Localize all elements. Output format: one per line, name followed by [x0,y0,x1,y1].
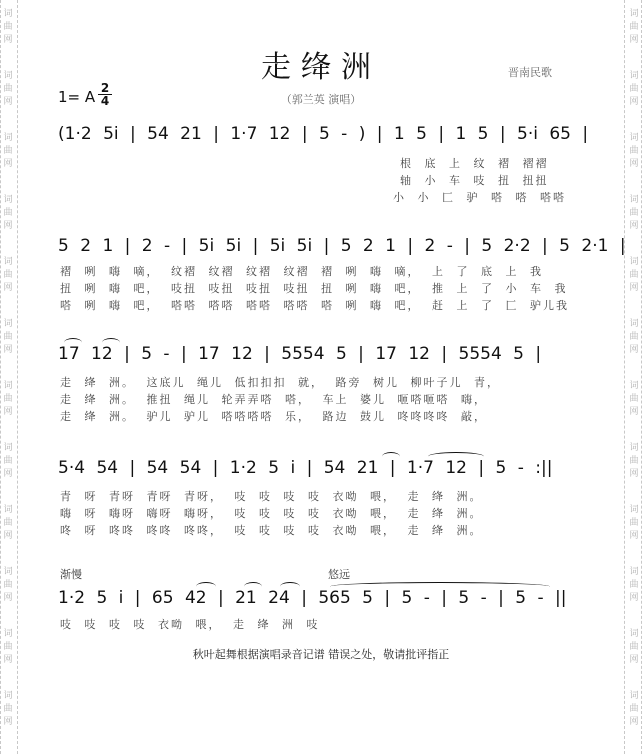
footer-text: 秋叶起舞根据演唱录音记谱 错误之处，敬请批评指正 [192,648,450,661]
lyric-verse-2: 轴 小 车 吱 扭 扭扭 [400,174,549,187]
watermark-char: 曲 [3,394,13,404]
watermark-char: 曲 [3,270,13,280]
watermark-char: 曲 [629,270,639,280]
notation-line: 5 2 1 | 2 - | 5i 5i | 5i 5i | 5 2 1 | 2 - | 5 2·2 | 5 2·1 | [58,236,626,256]
watermark-char: 网 [3,35,13,45]
watermark-char: 词 [629,505,639,515]
lyric-verse-1: 根 底 上 纹 褶 褶褶 [400,157,549,170]
watermark-char: 词 [3,567,13,577]
watermark-char: 词 [629,133,639,143]
watermark-char: 网 [3,469,13,479]
watermark-char: 词 [3,505,13,515]
watermark-char: 网 [3,593,13,603]
watermark-char: 曲 [629,146,639,156]
watermark-char: 曲 [629,642,639,652]
watermark-char: 曲 [3,332,13,342]
watermark-char: 网 [629,283,639,293]
watermark-char: 词 [3,691,13,701]
watermark-char: 网 [3,159,13,169]
notation-line: 5·4 54 | 54 54 | 1·2 5 i | 54 21 | 1·7 12 | 5 - :|| [58,458,553,478]
watermark-char: 词 [629,443,639,453]
watermark-char: 网 [629,35,639,45]
watermark-char: 词 [629,567,639,577]
watermark-char: 网 [3,717,13,727]
tempo-mark: 悠远 [328,568,350,581]
watermark-char: 曲 [629,332,639,342]
composer-credit: 晋南民歌 [508,66,552,79]
watermark-char: 曲 [3,518,13,528]
watermark-char: 网 [3,221,13,231]
watermark-char: 词 [629,319,639,329]
meter-denominator: 4 [100,94,110,108]
watermark-char: 曲 [3,208,13,218]
watermark-char: 词 [629,691,639,701]
watermark-char: 曲 [629,456,639,466]
notation-line: 17 12 | 5 - | 17 12 | 5554 5 | 17 12 | 5554 5 | [58,344,542,364]
watermark-char: 网 [629,345,639,355]
watermark-char: 曲 [3,146,13,156]
watermark-char: 词 [629,381,639,391]
score-row-2 [58,236,626,264]
watermark-char: 词 [3,319,13,329]
watermark-char: 词 [3,133,13,143]
lyric-verse-3: 咚 呀 咚咚 咚咚 咚咚， 吱 吱 吱 吱 衣呦 喂， 走 绛 洲。 [60,524,483,537]
watermark-char: 曲 [3,580,13,590]
watermark-char: 网 [3,283,13,293]
watermark-char: 曲 [629,22,639,32]
lyric-verse-1: 吱 吱 吱 吱 衣呦 喂， 走 绛 洲 吱 [60,618,320,631]
watermark-char: 曲 [3,456,13,466]
watermark-char: 词 [629,71,639,81]
watermark-char: 词 [629,257,639,267]
watermark-char: 词 [629,629,639,639]
watermark-char: 网 [629,531,639,541]
watermark-char: 曲 [629,394,639,404]
watermark-char: 曲 [629,84,639,94]
watermark-char: 网 [629,221,639,231]
watermark-char: 网 [629,469,639,479]
watermark-char: 曲 [629,208,639,218]
notation-line: (1·2 5i | 54 21 | 1·7 12 | 5 - ) | 1 5 | 1 5 | 5·i 65 | [58,124,589,144]
watermark-char: 网 [629,593,639,603]
notation-line: 1·2 5 i | 65 42 | 21 24 | 565 5 | 5 - | 5 - | 5 - || [58,588,567,608]
watermark-char: 曲 [3,22,13,32]
watermark-char: 曲 [629,518,639,528]
watermark-char: 词 [3,381,13,391]
watermark-char: 词 [3,629,13,639]
watermark-char: 网 [3,345,13,355]
lyric-verse-1: 走 绛 洲。 这底儿 绳儿 低扣扣扣 就， 路旁 树儿 柳叶子儿 青， [60,376,500,389]
meter-numerator: 2 [98,82,112,95]
watermark-char: 网 [629,407,639,417]
watermark-char: 网 [3,97,13,107]
tempo-mark: 渐慢 [60,568,82,581]
score-row-4 [58,458,590,486]
score-row-3 [58,344,590,372]
watermark-char: 曲 [3,704,13,714]
lyric-verse-2: 嗨 呀 嗨呀 嗨呀 嗨呀， 吱 吱 吱 吱 衣呦 喂， 走 绛 洲。 [60,507,483,520]
watermark-char: 网 [3,655,13,665]
lyric-verse-3: 走 绛 洲。 驴儿 驴儿 嗒嗒嗒嗒 乐， 路边 鼓儿 咚咚咚咚 敲， [60,410,487,423]
singer-credit: （郭兰英 演唱） [280,93,362,106]
watermark-char: 曲 [3,642,13,652]
watermark-char: 曲 [3,84,13,94]
watermark-char: 网 [629,159,639,169]
lyric-verse-1: 青 呀 青呀 青呀 青呀， 吱 吱 吱 吱 衣呦 喂， 走 绛 洲。 [60,490,483,503]
watermark-char: 网 [629,717,639,727]
key-signature: 1= A [58,88,96,106]
watermark-char: 网 [3,407,13,417]
watermark-char: 网 [629,655,639,665]
watermark-char: 网 [3,531,13,541]
watermark-char: 词 [3,443,13,453]
watermark-char: 词 [3,257,13,267]
lyric-verse-2: 走 绛 洲。 推扭 绳儿 轮弄弄嗒 嗒， 车上 婆儿 咂嗒咂嗒 嗨， [60,393,487,406]
lyric-verse-2: 扭 咧 嗨 吧， 吱扭 吱扭 吱扭 吱扭 扭 咧 嗨 吧， 推 上 了 小 车 我 [60,282,568,295]
watermark-char: 词 [3,195,13,205]
watermark-char: 词 [629,9,639,19]
score-row-5 [58,588,590,616]
transcription-note [0,646,642,662]
lyric-verse-3: 小 小 匚 驴 嗒 嗒 嗒嗒 [393,191,566,204]
watermark-char: 网 [629,97,639,107]
watermark-char: 词 [629,195,639,205]
lyric-verse-1: 褶 咧 嗨 嘀， 纹褶 纹褶 纹褶 纹褶 褶 咧 嗨 嘀， 上 了 底 上 我 [60,265,543,278]
lyric-verse-3: 嗒 咧 嗨 吧， 嗒嗒 嗒嗒 嗒嗒 嗒嗒 嗒 咧 嗨 吧， 赶 上 了 匚 驴儿我 [60,299,569,312]
watermark-char: 词 [3,9,13,19]
watermark-char: 词 [3,71,13,81]
watermark-char: 曲 [629,580,639,590]
score-row-1 [58,124,590,152]
watermark-char: 曲 [629,704,639,714]
page-title: 走绛洲 [261,50,381,85]
